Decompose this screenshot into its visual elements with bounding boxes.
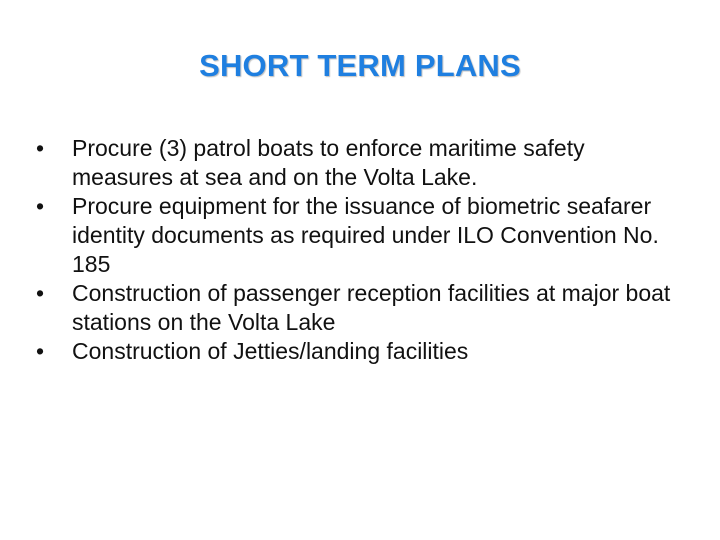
bullet-item — [36, 279, 686, 337]
bullet-icon: • — [36, 135, 45, 161]
bullet-item — [36, 337, 686, 366]
bullet-icon: • — [36, 193, 45, 219]
bullet-list — [36, 134, 686, 366]
bullet-item — [36, 192, 686, 279]
bullet-icon: • — [36, 280, 45, 306]
bullet-text: Procure equipment for the issuance of biometric seafarer identity documents as required under ILO Convention No. 185 — [72, 193, 659, 277]
slide-title: SHORT TERM PLANS — [199, 48, 521, 83]
bullet-item — [36, 134, 686, 192]
bullet-icon: • — [36, 338, 45, 364]
bullet-text: Procure (3) patrol boats to enforce maritime safety measures at sea and on the Volta Lake. — [72, 135, 585, 190]
bullet-text: Construction of Jetties/landing facilities — [72, 338, 469, 364]
bullet-text: Construction of passenger reception facilities at major boat stations on the Volta Lake — [72, 280, 671, 335]
